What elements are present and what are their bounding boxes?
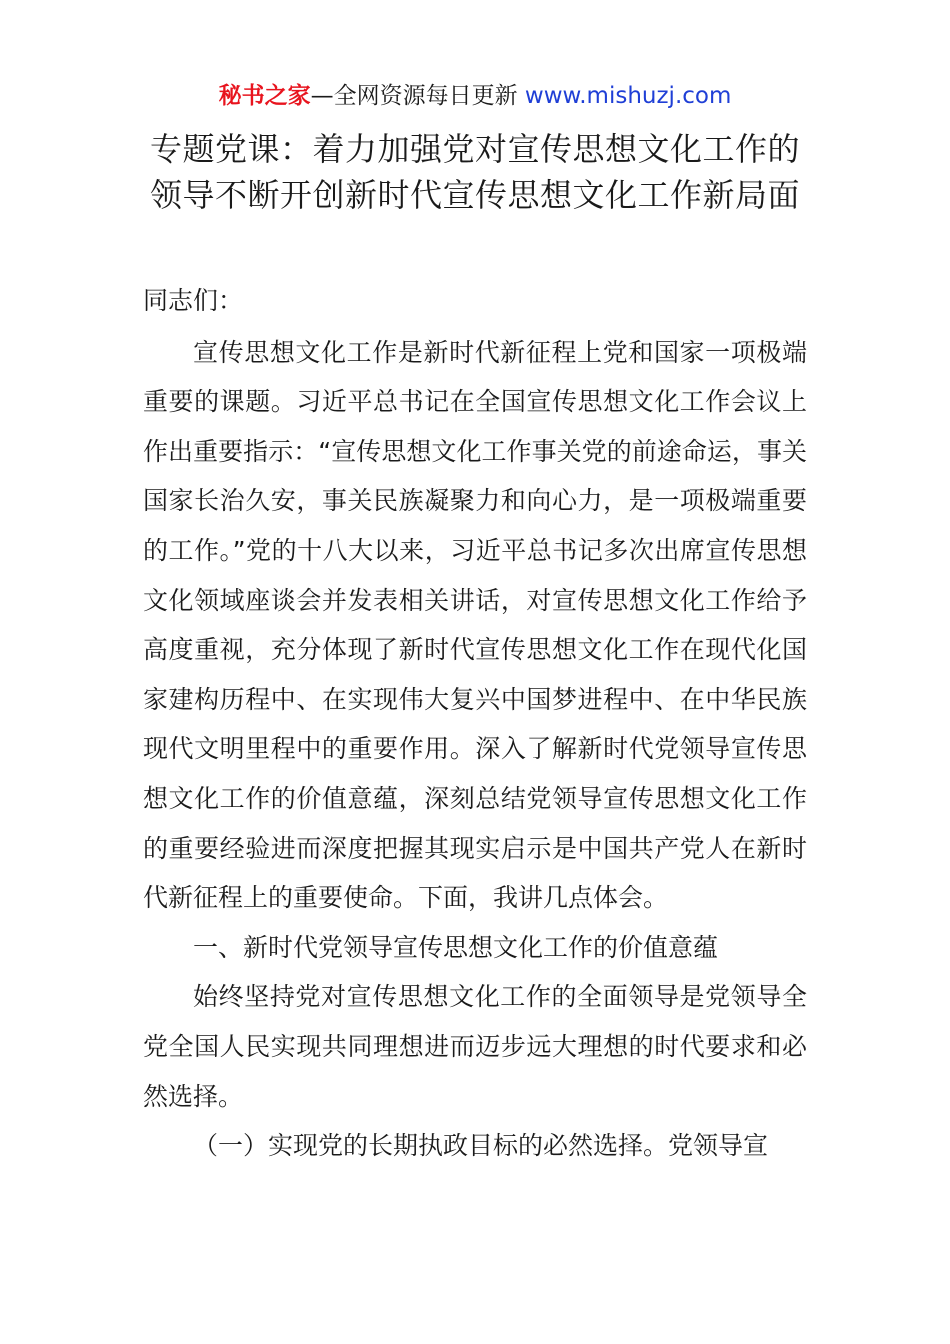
greeting: 同志们：: [143, 286, 244, 315]
header-tagline: —全网资源每日更新: [310, 83, 525, 109]
paragraph-section-1: 始终坚持党对宣传思想文化工作的全面领导是党领导全党全国人民实现共同理想进而迈步远大理想的时代要求和必然选择。: [143, 982, 807, 1111]
document-body: [143, 276, 807, 1171]
brand-name: 秘书之家: [218, 83, 311, 109]
paragraph-intro: 宣传思想文化工作是新时代新征程上党和国家一项极端重要的课题。习近平总书记在全国宣传思想文化工作会议上作出重要指示：“宣传思想文化工作事关党的前途命运，事关国家长治久安，事关民族凝聚力和向心力，是一项极端重要的工作。”党的十八大以来，习近平总书记多次出席宣传思想文化领域座谈会并发表相关讲话，对宣传思想文化工作给予高度重视，充分体现了新时代宣传思想文化工作在现代化国家建构历程中、在实现伟大复兴中国梦进程中、在中华民族现代文明里程中的重要作用。深入了解新时代党领导宣传思想文化工作的价值意蕴，深刻总结党领导宣传思想文化工作的重要经验进而深度把握其现实启示是中国共产党人在新时代新征程上的重要使命。下面，我讲几点体会。: [143, 337, 807, 913]
paragraph-subsection-1: （一）实现党的长期执政目标的必然选择。党领导宣: [193, 1131, 769, 1161]
document-title: [0, 126, 950, 218]
site-header: [0, 80, 950, 112]
title-line-1: 专题党课：着力加强党对宣传思想文化工作的: [149, 130, 800, 168]
title-line-2: 领导不断开创新时代宣传思想文化工作新局面: [149, 176, 800, 214]
site-url-link[interactable]: www.mishuzj.com: [524, 83, 732, 109]
section-heading-1: 一、新时代党领导宣传思想文化工作的价值意蕴: [193, 932, 719, 962]
